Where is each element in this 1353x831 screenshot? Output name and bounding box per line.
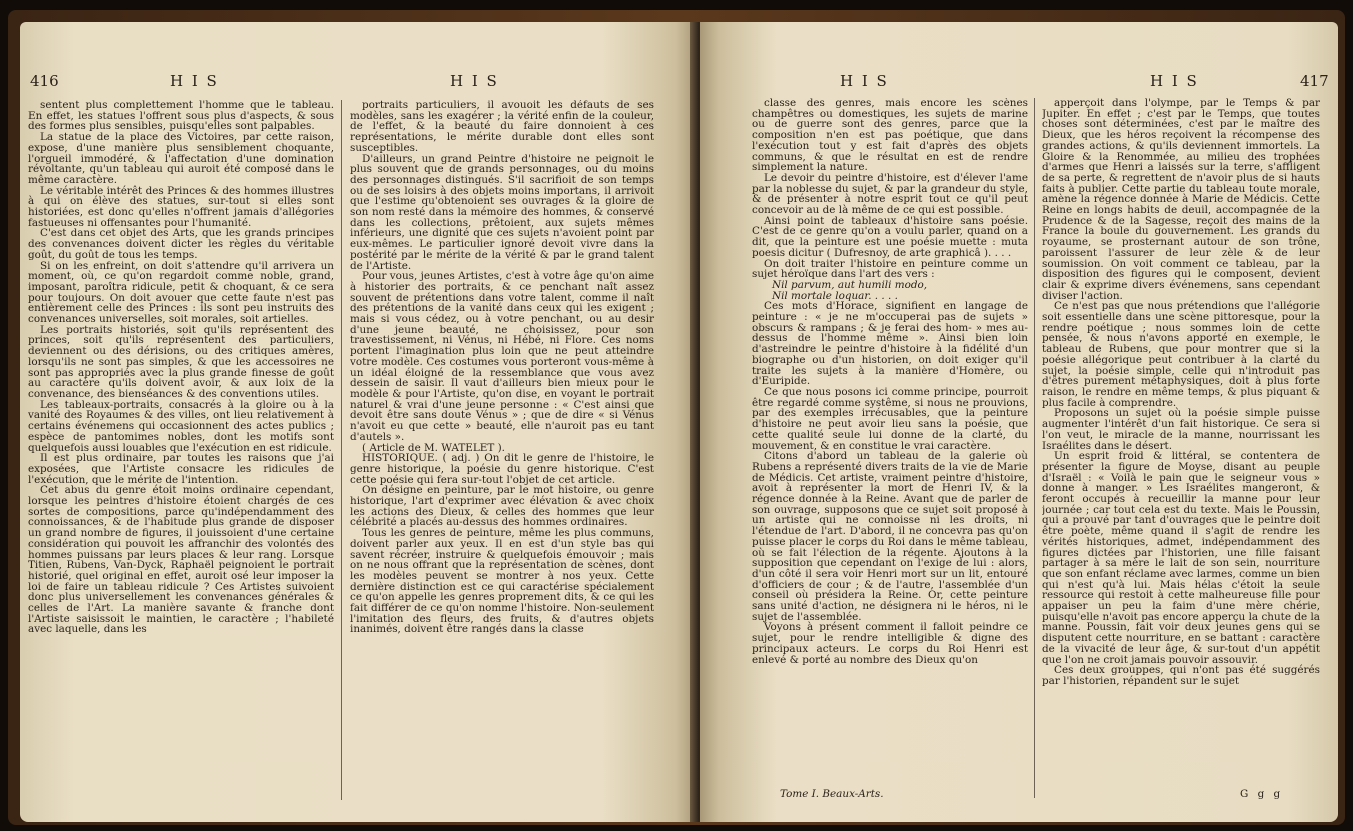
paragraph: Le devoir du peintre d'histoire, est d'élever l'ame par la noblesse du sujet, & par la grandeur du style, & de présenter à notre esprit tout ce qu'il peut concevoir au de là même de ce qui est possible. (752, 171, 1028, 217)
paragraph: Pour vous, jeunes Artistes, c'est à votre âge qu'on aime à historier des portraits, & ce penchant naît assez souvent de prétentions dans votre talent, comme il naît des prétentions de la vanité dans ceux qui les exigent ; mais si vous cédez, ou à votre penchant, ou au desir d'une jeune beauté, ne choisissez, pour son travestissement, ni Vénus, ni Hébé, ni Flore. Ces noms portent l'imagination plus loin que ne peut atteindre votre modèle. Ces costumes vous porteront vous-même à un idéal éloigné de la ressemblance que vous avez dessein de saisir. Il vaut d'ailleurs bien mieux pour le modèle & pour l'Artiste, qu'on dise, en voyant le portrait naturel & vrai d'une jeune personne : « C'est ainsi que devoit être sans doute Vénus » ; que de dire « si Vénus n'avoit eu que cette » beauté, elle n'auroit pas eu tant d'autels ». (350, 270, 654, 443)
page-number: 417 (1300, 72, 1329, 90)
right-column-2 (1042, 98, 1320, 788)
column-rule (341, 100, 342, 800)
paragraph: Si on les enfreint, on doit s'attendre qu'il arrivera un moment, où, ce qu'on regardoit comme noble, grand, imposant, paroîtra ridicule, petit & choquant, & ce sera pour toujours. On doit avouer que cette faute n'est pas entièrement celle des Princes : ils sont peu instruits des convenances universelles, soit morales, soit artielles. (28, 259, 334, 326)
right-column-1 (752, 98, 1028, 788)
right-page (700, 22, 1338, 822)
running-head: H I S (840, 72, 889, 90)
paragraph: Le véritable intérêt des Princes & des hommes illustres à qui on élève des statues, sur-tout si elles sont historiées, est donc qu'elles n'offrent jamais d'allégories fastueuses ni offensantes pour l'humanité. (28, 184, 334, 229)
paragraph: Cet abus du genre étoit moins ordinaire cependant, lorsque les peintres d'histoire étoient chargés de ces sortes de compositions, parce qu'indépendamment des connoissances, & de l'habitude plus grande de disposer un grand nombre de figures, il jouissoient d'une certaine considération qui pouvoit les affranchir des volontés des hommes puissans par leurs places & leur rang. Lorsque Titien, Rubens, Van-Dyck, Raphaël peignoient le portrait historié, quel original en effet, auroit osé leur imposer la loi de faire un tableau ridicule ? Ces Artistes suivoient donc plus universellement les convenances générales & celles de l'Art. La manière savante & franche dont l'Artiste saisissoit le maintien, le caractère ; l'habileté avec laquelle, dans les (28, 484, 334, 636)
paragraph: Ainsi point de tableaux d'histoire sans poésie. C'est de ce genre qu'on a voulu parler, quand on a dit, que la peinture est une poésie muette : muta poesis dicitur ( Dufresnoy, de arte graphicâ ). . . . (752, 214, 1028, 259)
paragraph: ( Article de M. WATELET ). (362, 441, 505, 454)
tome-line: Tome I. Beaux-Arts. (780, 788, 884, 800)
paragraph: Proposons un sujet où la poésie simple puisse augmenter l'intérêt d'un fait historique. Ce sera si l'on veut, le miracle de la manne, nourrissant les Israélites dans le désert. (1042, 407, 1320, 452)
paragraph: Nil mortale loquar. . . . . (772, 289, 898, 302)
paragraph: Citons d'abord un tableau de la galerie où Rubens a représenté divers traits de la vie de Marie de Médicis. Cet artiste, vraiment peintre d'histoire, avoit à représenter la mort de Henri IV, & la régence donnée à la Reine. Avant que de parler de son ouvrage, supposons que ce sujet soit proposé à un artiste qui ne connoisse ni les droits, ni l'étendue de l'art. D'abord, il ne concevra pas qu'on puisse placer le corps du Roi dans le même tableau, où se fait l'élection de la régente. Ajoutons à la supposition que cependant on l'exige de lui : alors, d'un côté il sera voir Henri mort sur un lit, entouré d'officiers de cour ; & de l'autre, l'assemblée d'un conseil où présidera la Reine. Or, cette peinture sans unité d'action, ne désignera ni le héros, ni le sujet de l'assemblée. (752, 450, 1028, 623)
paragraph: Il est plus ordinaire, par toutes les raisons que j'ai exposées, que l'Artiste consacre les ridicules de l'exécution, que le mérite de l'intention. (28, 452, 334, 486)
paragraph: Les portraits historiés, soit qu'ils représentent des princes, soit qu'ils représentent des particuliers, deviennent ou des dérisions, ou des critiques amères, lorsqu'ils ne sont pas simples, & que les accessoires ne sont pas appropriés avec la plus grande finesse de goût au caractère qu'ils doivent avoir, & aux loix de la convenance, des bienséances & des conventions utiles. (28, 323, 334, 400)
running-head: H I S (170, 72, 219, 90)
paragraph: Nil parvum, aut humili modo, (772, 278, 928, 291)
paragraph: Ce n'est pas que nous prétendions que l'allégorie soit essentielle dans une scène pittoresque, pour la rendre poétique ; nous sommes loin de cette pensée, & nous n'avons apporté en exemple, le tableau de Rubens, que pour montrer que si la poésie allégorique peut contribuer à la clarté du sujet, la poésie simple, celle qui n'introduit pas d'êtres purement métaphysiques, doit à plus forte raison, le rendre en même temps, & plus piquant & plus facile à comprendre. (1042, 300, 1320, 409)
paragraph: La statue de la place des Victoires, par cette raison, expose, d'une manière plus sensiblement choquante, l'orgueil immodéré, & l'affectation d'une domination révoltante, qu'un tableau qui auroit été composé dans le même caractère. (28, 131, 334, 186)
paragraph: On désigne en peinture, par le mot histoire, ou genre historique, l'art d'exprimer avec élévation & avec choix les actions des Dieux, & celles des hommes que leur célébrité a placés au-dessus des hommes ordinaires. (350, 484, 654, 529)
page-number: 416 (30, 72, 59, 90)
paragraph: Un esprit froid & littéral, se contentera de présenter la figure de Moyse, disant au peuple d'Israël : « Voilà le pain que le seigneur vous » donne à manger. » Les Israélites mangeront, & feront occupés à recueillir la manne pour leur journée ; car tout cela est du texte. Mais le Poussin, qui a prouvé par tant d'ouvrages que le peintre doit être poète, même quand il s'agit de rendre les vérités historiques, admet, indépendamment des figures dictées par l'historien, une fille faisant partager à sa mère le lait de son sein, nourriture que son enfant réclame avec larmes, comme un bien qui n'est qu'à lui. Mais hélas c'étoit la seule ressource qui restoit à cette malheureuse fille pour appaiser un peu la faim d'une mère chérie, puisqu'elle n'avoit pas encore apperçu la chute de la manne. Poussin, fait voir deux jeunes gens qui se disputent cette nourriture, en se battant : caractère de la vivacité de leur âge, & sur-tout d'un appétit que l'on ne croit jamais pouvoir assouvir. (1042, 450, 1320, 666)
paragraph: sentent plus complettement l'homme que le tableau. En effet, les statues l'offrent sous plus d'aspects, & sous des formes plus sensibles, puisqu'elles sont palpables. (28, 100, 334, 133)
left-column-1 (28, 100, 334, 818)
paragraph: Tous les genres de peinture, même les plus communs, doivent parler aux yeux. Il en est d'un style bas qui savent récréer, instruire & quelquefois émouvoir ; mais on ne nous offrant que la représentation de scènes, dont les modèles peuvent se montrer à nos yeux. Cette dernière distinction est ce qui caractérise spécialement ce qu'on appelle les genres proprement dits, & ce qui les fait différer de ce qu'on nomme l'histoire. Non-seulement l'imitation des fleurs, des fruits, & d'autres objets inanimés, doivent être rangés dans la classe (350, 527, 654, 636)
left-column-2 (350, 100, 654, 818)
running-head: H I S (450, 72, 499, 90)
paragraph: D'ailleurs, un grand Peintre d'histoire ne peignoit le plus souvent que de grands personnages, ou du moins des personnages distingués. S'il sacrifioit de son temps ou de ses loisirs à des objets moins importans, il arrivoit que l'estime qu'obtenoient ses ouvrages & la gloire de son nom resté dans la mémoire des hommes, & conservé dans les collections, prêtoient, aux sujets mêmes inférieurs, une dignité que ces sujets n'avoient point par eux-mêmes. Le particulier ignoré devoit vivre dans la postérité par le mérite de la vérité & par le grand talent de l'Artiste. (350, 152, 654, 272)
paragraph: Ces deux grouppes, qui n'ont pas été suggérés par l'historien, répandent sur le sujet (1042, 664, 1320, 687)
paragraph: classe des genres, mais encore les scènes champêtres ou domestiques, les sujets de marine ou de guerre sont des genres, parce que la composition n'en est pas poétique, que dans l'exécution tout y est fait d'après des objets communs, & que le résultat en est de rendre simplement la nature. (752, 98, 1028, 174)
paragraph: Voyons à présent comment il falloit peindre ce sujet, pour le rendre intelligible & digne des principaux acteurs. Le corps du Roi Henri est enlevé & porté au nombre des Dieux qu'on (752, 621, 1028, 666)
paragraph: Ces mots d'Horace, signifient en langage de peinture : « je ne m'occuperai pas de sujets » obscurs & rampans ; & je ferai des hom- » mes au-dessus de l'homme même ». Ainsi bien loin d'astreindre le peintre d'histoire à la fidélité d'un biographe ou d'un historien, on doit exiger qu'il traite les sujets à la manière d'Homère, ou d'Euripide. (752, 300, 1028, 388)
paragraph: C'est dans cet objet des Arts, que les grands principes des convenances doivent dicter les règles du véritable goût, du goût de tous les temps. (28, 227, 334, 261)
paragraph: portraits particuliers, il avouoit les défauts de ses modèles, sans les exagérer ; la vérité enfin de la couleur, de l'effet, & la beauté du faire donnoient à ces représentations, le mérite durable dont elles sont susceptibles. (350, 100, 654, 154)
paragraph: Ce que nous posons ici comme principe, pourroit être regardé comme systême, si nous ne prouvions, par des exemples irrécusables, que la peinture d'histoire ne peut avoir lieu sans la poésie, que cette qualité seule lui donne de la clarté, du mouvement, & en constitue le vrai caractère. (752, 385, 1028, 452)
paragraph: apperçoit dans l'olympe, par le Temps & par Jupiter. En effet ; c'est par le Temps, que toutes choses sont déterminées, c'est par le maître des Dieux, que les héros reçoivent la récompense des grandes actions, & qu'ils deviennent immortels. La Gloire & la Renommée, au milieu des trophées d'armes que Henri a laissés sur la terre, s'affligent de sa perte, & regrettent de n'avoir plus de si hauts faits à publier. Cette partie du tableau toute morale, amène la régence donnée à Marie de Médicis. Cette Reine en longs habits de deuil, accompagnée de la Prudence & de la Sagesse, reçoit des mains de la France la boule du gouvernement. Les grands du royaume, se prosternant autour de son trône, paroissent l'assurer de leur zèle & de leur soumission. On voit comment ce tableau, par la disposition des figures qui le composent, devient clair & exprime divers événemens, sans cependant diviser l'action. (1042, 98, 1320, 302)
paragraph: Les tableaux-portraits, consacrés à la gloire ou à la vanité des Royaumes & des villes, ont lieu relativement à certains événemens qui occasionnent des actes publics ; espèce de pantomimes nobles, dont les motifs sont quelquefois aussi louables que l'exécution en est ridicule. (28, 398, 334, 454)
paragraph: On doit traiter l'histoire en peinture comme un sujet héroïque dans l'art des vers : (752, 257, 1028, 281)
paragraph: HISTORIQUE. ( adj. ) On dit le genre de l'histoire, le genre historique, la poésie du genre historique. C'est cette poésie qui fera sur-tout l'objet de cet article. (350, 452, 654, 486)
left-page (20, 22, 696, 822)
running-head: H I S (1150, 72, 1199, 90)
column-rule (1034, 98, 1035, 798)
signature-mark: G g g (1240, 788, 1284, 800)
